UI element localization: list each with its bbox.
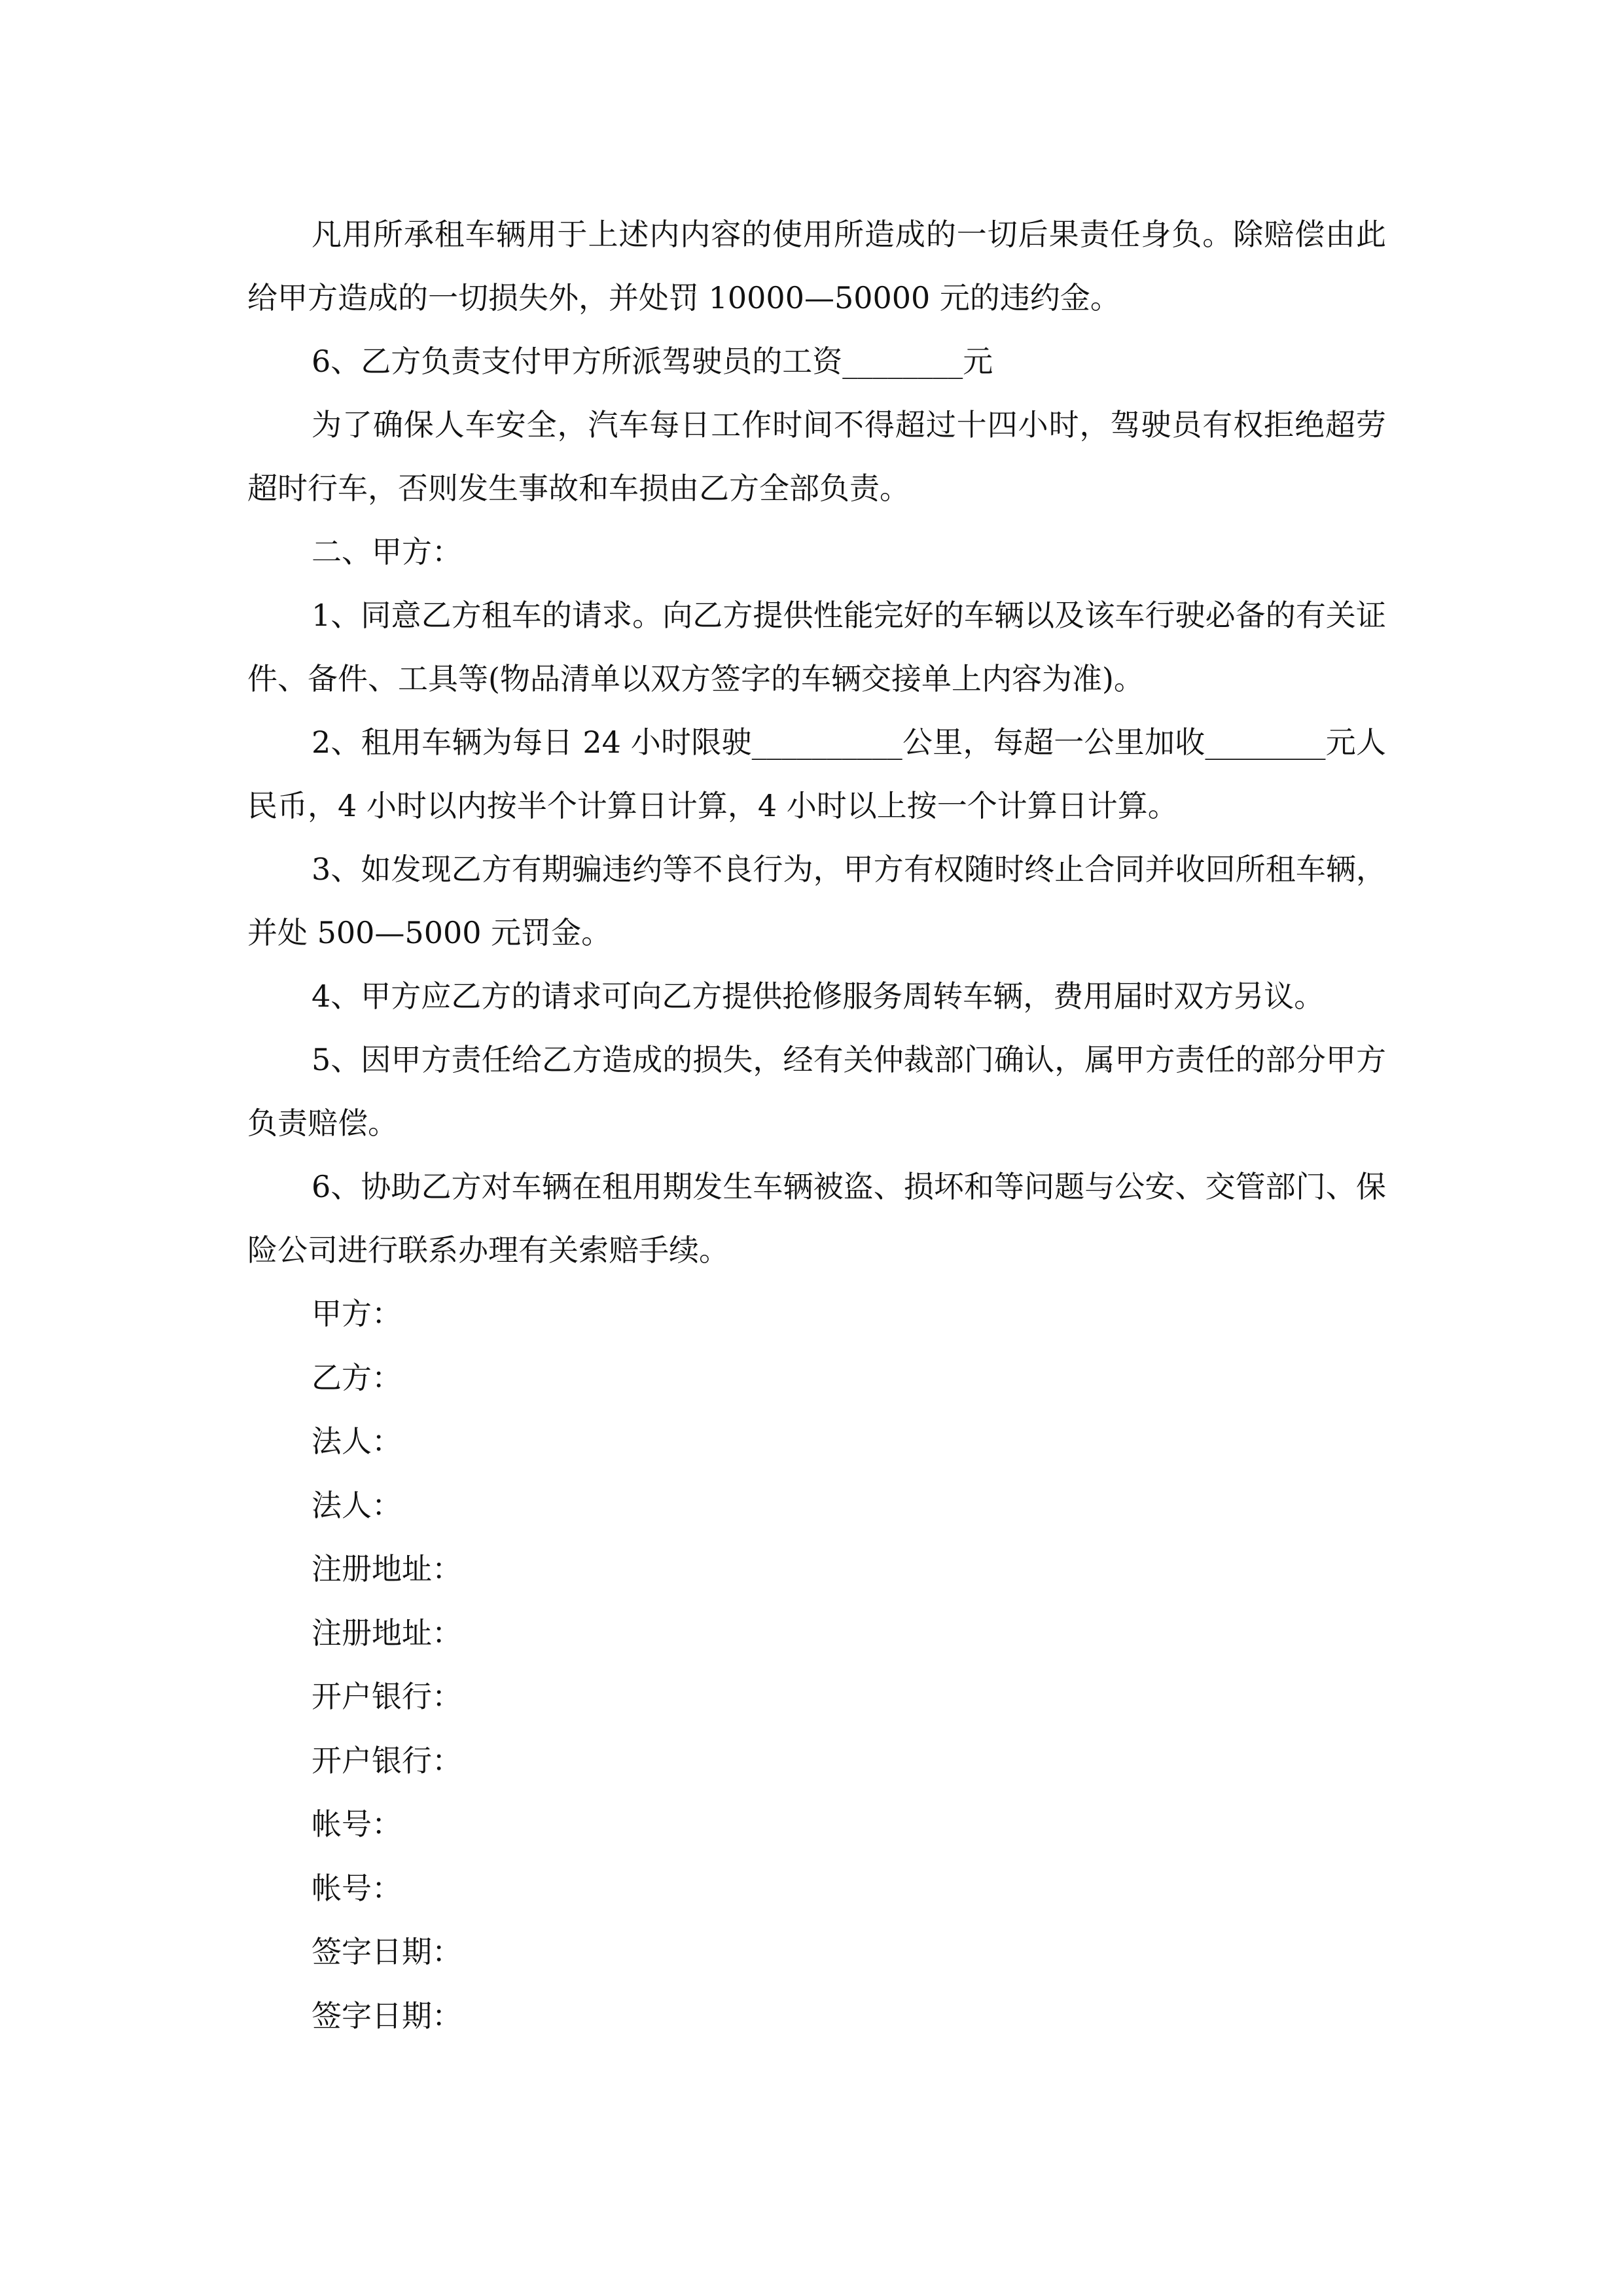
clause-a-2: 2、租用车辆为每日 24 小时限驶__________公里，每超一公里加收________元人民币，4 小时以内按半个计算日计算，4 小时以上按一个计算日计算。 [247,725,1386,823]
signature-account-a: 帐号： [312,1806,402,1842]
signature-address-b: 注册地址： [312,1615,462,1651]
clause-a-6: 6、协助乙方对车辆在租用期发生车辆被盗、损坏和等问题与公安、交管部门、保险公司进行联系办理有关索赔手续。 [247,1169,1386,1268]
signature-party-b: 乙方： [312,1359,402,1395]
clause-a-4: 4、甲方应乙方的请求可向乙方提供抢修服务周转车辆，费用届时双方另议。 [312,978,1325,1014]
signature-date-b: 签字日期： [312,1998,462,2034]
paragraph-liability: 凡用所承租车辆用于上述内内容的使用所造成的一切后果责任身负。除赔偿由此给甲方造成的一切损失外，并处罚 10000—50000 元的违约金。 [247,217,1386,315]
document-body [247,203,1386,2048]
clause-a-5: 5、因甲方责任给乙方造成的损失，经有关仲裁部门确认，属甲方责任的部分甲方负责赔偿。 [247,1042,1386,1141]
clause-a-1: 1、同意乙方租车的请求。向乙方提供性能完好的车辆以及该车行驶必备的有关证件、备件、工具等(物品清单以双方签字的车辆交接单上内容为准)。 [247,598,1386,696]
signature-bank-b: 开户银行： [312,1742,462,1778]
paragraph-driver-wage: 6、乙方负责支付甲方所派驾驶员的工资________元 [312,344,993,379]
section-heading-party-a: 二、甲方： [312,534,462,569]
signature-account-b: 帐号： [312,1870,402,1906]
signature-party-a: 甲方： [312,1296,402,1331]
signature-date-a: 签字日期： [312,1934,462,1969]
signature-legal-rep-b: 法人： [312,1487,402,1523]
signature-address-a: 注册地址： [312,1551,462,1587]
clause-a-3: 3、如发现乙方有期骗违约等不良行为，甲方有权随时终止合同并收回所租车辆，并处 500—5000 元罚金。 [247,852,1386,950]
signature-bank-a: 开户银行： [312,1679,462,1714]
signature-legal-rep-a: 法人： [312,1424,402,1459]
paragraph-safety: 为了确保人车安全，汽车每日工作时间不得超过十四小时，驾驶员有权拒绝超劳超时行车，否则发生事故和车损由乙方全部负责。 [247,407,1386,506]
